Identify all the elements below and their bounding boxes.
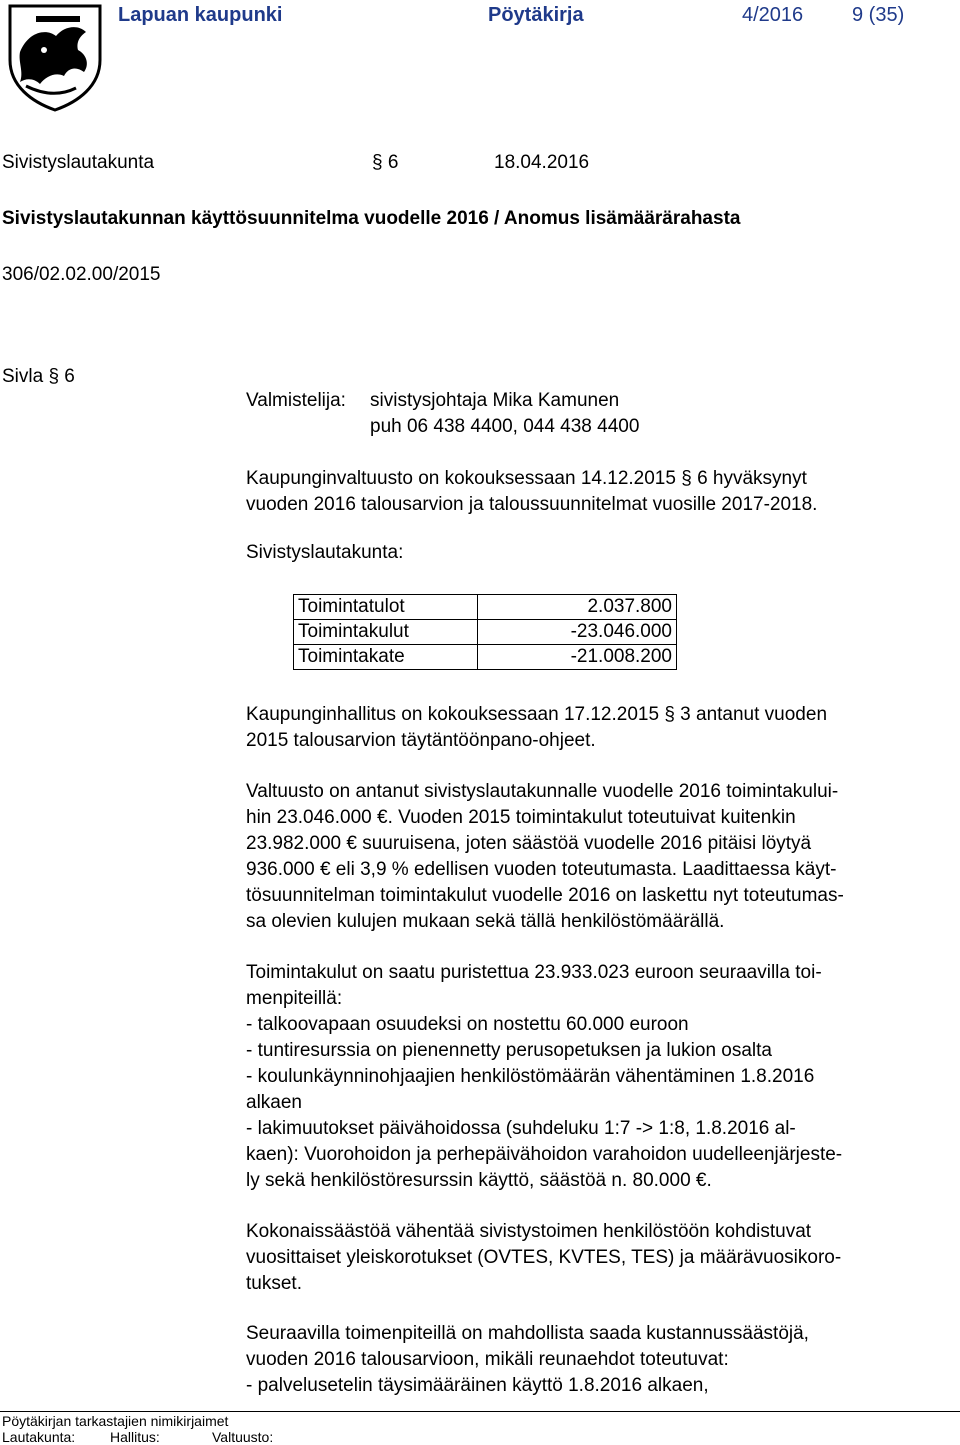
footer-lautakunta: Lautakunta: bbox=[2, 1429, 76, 1445]
text-line: kaen): Vuorohoidon ja perhepäivähoidon varahoidon uudelleenjärjeste- bbox=[246, 1144, 843, 1165]
budget-label: Toimintatulot bbox=[294, 595, 478, 620]
paragraph-budget-approval bbox=[246, 466, 946, 518]
budget-value: -23.046.000 bbox=[478, 620, 677, 645]
table-row bbox=[294, 595, 677, 620]
text-line: vuoden 2016 talousarvioon, mikäli reunaehdot toteutuvat: bbox=[246, 1349, 729, 1370]
text-line: Kaupunginhallitus on kokouksessaan 17.12.2015 § 3 antanut vuoden bbox=[246, 704, 828, 725]
meeting-section: § 6 bbox=[372, 152, 399, 173]
coat-of-arms-logo bbox=[6, 2, 104, 112]
paragraph-council-budget bbox=[246, 779, 946, 935]
reference-number: 306/02.02.00/2015 bbox=[2, 264, 161, 285]
text-line: 936.000 € eli 3,9 % edellisen vuoden toteutumasta. Laadittaessa käyt- bbox=[246, 859, 837, 880]
budget-value: 2.037.800 bbox=[478, 595, 677, 620]
text-line: - palvelusetelin täysimääräinen käyttö 1.8.2016 alkaen, bbox=[246, 1375, 709, 1396]
text-line: Kaupunginvaltuusto on kokouksessaan 14.12.2015 § 6 hyväksynyt bbox=[246, 468, 807, 489]
text-line: 23.982.000 € suuruisena, joten säästöä vuodelle 2016 pitäisi löytyä bbox=[246, 833, 812, 854]
text-line: tösuunnitelman toimintakulut vuodelle 2016 on laskettu nyt toteutumas- bbox=[246, 885, 844, 906]
paragraph-measures bbox=[246, 960, 946, 1194]
text-line: vuoden 2016 talousarvion ja taloussuunnitelmat vuosille 2017-2018. bbox=[246, 494, 818, 515]
list-item: - lakimuutokset päivähoidossa (suhdeluku 1:7 -> 1:8, 1.8.2016 al- bbox=[246, 1118, 796, 1139]
budget-label: Toimintakate bbox=[294, 645, 478, 670]
paragraph-raises bbox=[246, 1219, 946, 1297]
footer-valtuusto: Valtuusto: bbox=[212, 1429, 274, 1445]
text-line: menpiteillä: bbox=[246, 988, 343, 1009]
budget-heading: Sivistyslautakunta: bbox=[246, 542, 404, 563]
text-line: Kokonaissäästöä vähentää sivistystoimen henkilöstöön kohdistuvat bbox=[246, 1221, 812, 1242]
footer-hallitus: Hallitus: bbox=[110, 1429, 160, 1445]
paragraph-implementation bbox=[246, 702, 946, 754]
org-name: Lapuan kaupunki bbox=[118, 4, 283, 26]
budget-value: -21.008.200 bbox=[478, 645, 677, 670]
footer-initials-label: Pöytäkirjan tarkastajien nimikirjaimet bbox=[2, 1413, 229, 1429]
budget-label: Toimintakulut bbox=[294, 620, 478, 645]
meeting-body: Sivistyslautakunta bbox=[2, 152, 155, 173]
text-line: 2015 talousarvion täytäntöönpano-ohjeet. bbox=[246, 730, 596, 751]
paragraph-savings bbox=[246, 1321, 946, 1399]
meeting-date: 18.04.2016 bbox=[494, 152, 590, 173]
section-label: Sivla § 6 bbox=[2, 366, 75, 387]
text-line: tukset. bbox=[246, 1273, 302, 1294]
text-line: Valtuusto on antanut sivistyslautakunnalle vuodelle 2016 toimintakului- bbox=[246, 781, 839, 802]
text-line: Toimintakulut on saatu puristettua 23.933.023 euroon seuraavilla toi- bbox=[246, 962, 822, 983]
page-number: 9 (35) bbox=[852, 4, 905, 26]
text-line: hin 23.046.000 €. Vuoden 2015 toimintakulut toteutuivat kuitenkin bbox=[246, 807, 796, 828]
table-row bbox=[294, 620, 677, 645]
text-line: vuosittaiset yleiskorotukset (OVTES, KVTES, TES) ja määrävuosikoro- bbox=[246, 1247, 842, 1268]
preparer-name: sivistysjohtaja Mika Kamunen bbox=[370, 390, 620, 411]
text-line: sa olevien kulujen mukaan sekä tällä henkilöstömäärällä. bbox=[246, 911, 725, 932]
preparer-label: Valmistelija: bbox=[246, 390, 346, 411]
text-line: Seuraavilla toimenpiteillä on mahdollista saada kustannussäästöjä, bbox=[246, 1323, 809, 1344]
budget-table bbox=[293, 594, 677, 670]
document-type: Pöytäkirja bbox=[488, 4, 584, 26]
document-number: 4/2016 bbox=[742, 4, 804, 26]
list-item: - tuntiresurssia on pienennetty perusopetuksen ja lukion osalta bbox=[246, 1040, 772, 1061]
list-item: - talkoovapaan osuudeksi on nostettu 60.000 euroon bbox=[246, 1014, 689, 1035]
table-row bbox=[294, 645, 677, 670]
text-line: alkaen bbox=[246, 1092, 302, 1113]
text-line: ly sekä henkilöstöresurssin käyttö, säästöä n. 80.000 €. bbox=[246, 1170, 712, 1191]
document-title: Sivistyslautakunnan käyttösuunnitelma vuodelle 2016 / Anomus lisämäärärahasta bbox=[2, 208, 741, 229]
preparer-phone: puh 06 438 4400, 044 438 4400 bbox=[370, 416, 640, 437]
list-item: - koulunkäynninohjaajien henkilöstömäärän vähentäminen 1.8.2016 bbox=[246, 1066, 815, 1087]
footer-divider bbox=[0, 1411, 960, 1412]
